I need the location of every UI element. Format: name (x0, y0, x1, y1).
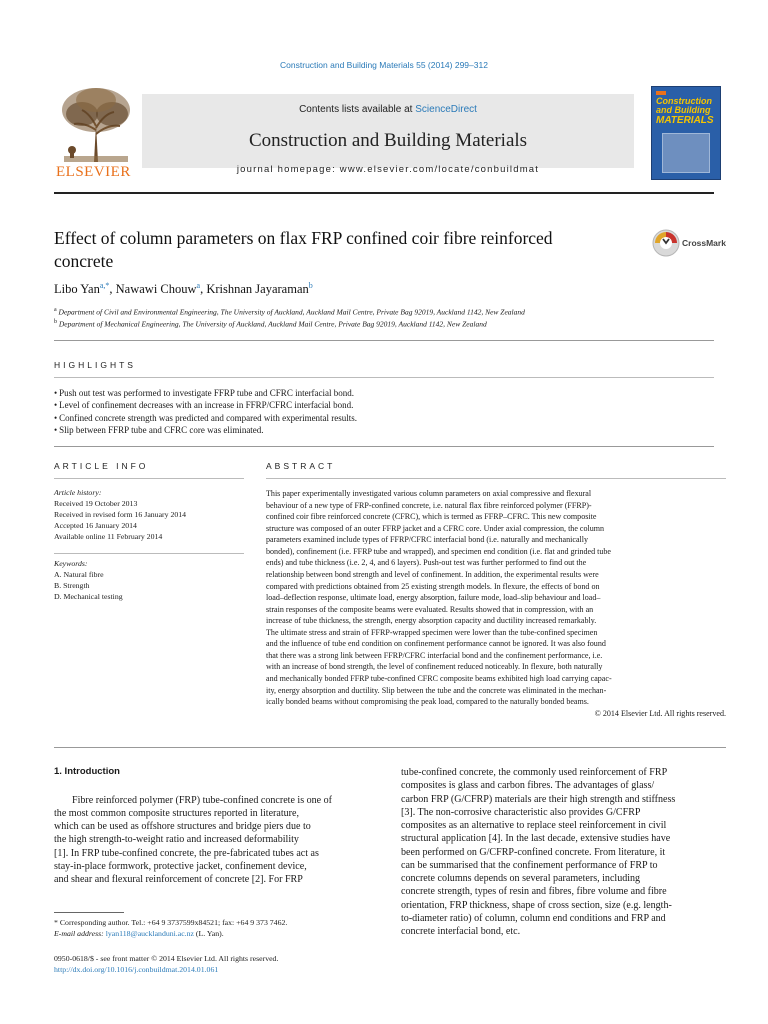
email-note (54, 928, 380, 939)
body-line: can be summarised that the confinement performance of FRP to (401, 859, 658, 871)
affiliations (54, 306, 525, 330)
body-line: concrete strength, types of resin and fibres, fibre volume and fibre (401, 886, 667, 898)
body-line: structural application [4]. In the last decade, extensive studies have (401, 833, 671, 845)
abstract-line: relationship between bond strength and level of confinement. In addition, the experimental results were (266, 569, 599, 579)
issn-line: 0950-0618/$ - see front matter © 2014 Elsevier Ltd. All rights reserved. (54, 954, 279, 963)
journal-header-box (142, 94, 634, 168)
abstract-line: structure was composed of an outer FFRP jacket and a CFRC core. Under axial compression, the column (266, 523, 605, 533)
highlight-item: • Level of confinement decreases with an increase in FFRP/CFRC interfacial bond. (54, 399, 357, 411)
affil-text: Department of Civil and Environmental Engineering, The University of Auckland, Auckland Mail Centre, Private Bag 92019, Auckland 1142, New Zealand (58, 307, 525, 317)
corresponding-author-note: * Corresponding author. Tel.: +64 9 3737599x84521; fax: +64 9 373 7462. (54, 918, 288, 927)
abstract-line: bonded), confinement (i.e. FFRP tube and wrapped), and specimen end condition (i.e. flat and grinded tube (266, 546, 611, 556)
title-line: concrete (54, 250, 114, 271)
cover-title-line: Construction (656, 96, 712, 106)
body-line: been performed on G/CFRP-confined concrete. From literature, it (401, 846, 666, 858)
abstract-line: increase of tube thickness, the strength, energy absorption capacity and ductility increased remarkably. (266, 616, 597, 626)
abstract-line: This paper experimentally investigated various column parameters on axial compressive and flexural (266, 489, 592, 498)
abstract-rule (266, 478, 726, 479)
footnote-rule (54, 912, 124, 913)
abstract-line: and the influence of tube end condition on confinement performance cannot be ignored. It was also found (266, 639, 606, 649)
abstract-line: parameters examined include types of FFRP/CFRC interfacial bond (i.e. naturally and mechanically (266, 535, 589, 545)
abstract-line: with an increase of bond strength, the level of confinement reduced noticeably. In flexure, both naturally (266, 662, 603, 672)
body-line: and shear and flexural reinforcement of concrete [2]. For FRP (54, 874, 303, 886)
history-entry: Accepted 16 January 2014 (54, 521, 137, 531)
highlight-item: • Confined concrete strength was predicted and compared with experimental results. (54, 412, 357, 424)
crossmark-badge[interactable] (652, 229, 726, 259)
body-column-right (401, 766, 727, 938)
body-line: the high strength-to-weight ratio and increased deformability (54, 834, 299, 846)
cover-image (662, 133, 710, 173)
masthead (54, 84, 714, 182)
journal-homepage[interactable]: journal homepage: www.elsevier.com/locate/conbuildmat (236, 164, 540, 175)
contents-line (142, 104, 634, 115)
cover-title-line: MATERIALS (656, 114, 714, 126)
footnote (54, 917, 380, 940)
affiliation (54, 318, 525, 330)
body-line: the most common composite structures reported in literature, (54, 807, 299, 819)
sciencedirect-link[interactable]: ScienceDirect (415, 104, 477, 115)
header-divider (54, 192, 714, 194)
author-name: Nawawi Chouw (115, 282, 197, 297)
body-divider (54, 747, 726, 748)
article-info-rule (54, 478, 244, 479)
body-line: tube-confined concrete, the commonly used reinforcement of FRP (401, 767, 668, 778)
abstract-line: The ultimate stress and strain of FFRP-wrapped specimen were lower than the tube-confined specimen (266, 627, 598, 637)
highlight-item: • Slip between FFRP tube and CFRC core was eliminated. (54, 424, 357, 436)
abstract-line: behaviour of a new type of FRP-confined concrete, i.e. natural flax fibre reinforced polymer (FFRP)- (266, 500, 592, 510)
abstract-line: confined coir fibre reinforced concrete (CFRC), which is termed as FFRP–CFRC. This new composite (266, 512, 597, 522)
keyword: D. Mechanical testing (54, 592, 123, 602)
article-info-heading: ARTICLE INFO (54, 461, 149, 471)
abstract-line: ends) and tube thickness (i.e. 2, 4, and 6 layers). Push-out test was further performed to find out the (266, 558, 587, 568)
journal-cover (651, 86, 721, 180)
email-suffix: (L. Yan). (193, 929, 224, 939)
article-history (54, 487, 244, 542)
email-label: E-mail address: (54, 929, 106, 939)
author-list (54, 281, 313, 297)
author-name: Libo Yan (54, 282, 100, 297)
author-affil-mark[interactable]: b (308, 281, 313, 290)
journal-reference[interactable]: Construction and Building Materials 55 (2014) 299–312 (280, 60, 488, 70)
abstract-line: ity, energy absorption and ductility. Slip between the tube and the concrete was eliminated in the mechan- (266, 685, 607, 695)
highlights-list (54, 387, 357, 436)
keywords-label: Keywords: (54, 559, 88, 568)
doi-link[interactable]: http://dx.doi.org/10.1016/j.conbuildmat.2014.01.061 (54, 965, 219, 975)
tree-icon (54, 84, 138, 164)
elsevier-wordmark: ELSEVIER (56, 164, 131, 180)
highlight-item: • Push out test was performed to investigate FFRP tube and CFRC interfacial bond. (54, 387, 357, 399)
crossmark-label: CrossMark (682, 238, 726, 248)
title-line: Effect of column parameters on flax FRP confined coir fibre reinforced (54, 228, 553, 248)
section-title: 1. Introduction (54, 766, 120, 777)
highlights-heading: HIGHLIGHTS (54, 360, 136, 370)
body-line: carbon FRP (G/CFRP) materials are their high strength and stiffness (401, 793, 676, 805)
history-entry: Available online 11 February 2014 (54, 532, 163, 542)
abstract-line: compared with predictions obtained from 25 existing strength models. In flexure, the effects of bond on (266, 581, 600, 591)
section-divider (54, 340, 714, 341)
contents-prefix: Contents lists available at (299, 104, 416, 115)
abstract-heading: ABSTRACT (266, 461, 336, 471)
elsevier-tree-logo (54, 84, 138, 182)
affil-text: Department of Mechanical Engineering, The University of Auckland, Auckland Mail Centre, Private Bag 92019, Auckland 1142, New Zealand (58, 319, 487, 329)
author-affil-mark[interactable]: a (196, 281, 201, 290)
body-line: composites is glass and carbon fibres. The advantages of glass/ (401, 780, 655, 792)
abstract-line: ically bonded beams without compromising the peak load, compared to the naturally bonded beams. (266, 697, 589, 707)
author-affil-mark[interactable]: a,* (99, 281, 110, 290)
keywords-rule (54, 553, 244, 554)
keywords (54, 558, 244, 602)
author-separator: , (109, 282, 116, 297)
body-line: orientation, FRP thickness, shape of cross section, size (e.g. length- (401, 899, 672, 911)
author-separator: , (200, 282, 207, 297)
history-entry: Received in revised form 16 January 2014 (54, 510, 187, 520)
body-line: stay-in-place formwork, protective jacket, confinement device, (54, 860, 307, 872)
keyword: B. Strength (54, 581, 90, 591)
body-line: composites as an alternative to replace steel reinforcement in civil (401, 820, 667, 831)
abstract-copyright: © 2014 Elsevier Ltd. All rights reserved. (594, 708, 726, 718)
body-line: which can be used as offshore structures and bridge piers due to (54, 821, 311, 833)
keyword: A. Natural fibre (54, 570, 104, 580)
affil-mark: a (54, 307, 57, 313)
body-line: concrete interfacial bond, etc. (401, 926, 521, 937)
affiliation (54, 306, 525, 318)
cover-stripe (656, 91, 666, 95)
body-line: [3]. The non-corrosive characteristic also provides G/CFRP (401, 806, 641, 818)
body-line: Fibre reinforced polymer (FRP) tube-confined concrete is one of (72, 794, 333, 806)
body-line: concrete columns depends on several parameters, including (401, 873, 641, 884)
section-divider (54, 446, 714, 447)
crossmark-icon (652, 229, 680, 257)
abstract-line: load–deflection response, ultimate load, energy absorption, failure mode, load–slip behaviour and load– (266, 593, 601, 603)
highlights-rule (54, 377, 714, 378)
body-line: to-diameter ratio) of column, column end conditions and FRP and (401, 912, 666, 924)
abstract-line: and mechanically bonded FFRP tube-confined CFRC composite beams exhibited high load carrying capac- (266, 674, 612, 683)
abstract-line: strain responses of the composite beams were evaluated. Results showed that in compression, with an (266, 604, 594, 614)
body-column-left (54, 766, 380, 886)
history-label: Article history: (54, 488, 102, 497)
author-email-link[interactable]: lyan118@aucklanduni.ac.nz (105, 929, 194, 939)
cover-title-line: and Building (656, 105, 711, 116)
abstract-line: that there was a strong link between FFRP/CFRC interfacial bond and the confinement performance, i.e. (266, 650, 603, 660)
history-entry: Received 19 October 2013 (54, 499, 138, 509)
abstract-text (266, 488, 726, 719)
affil-mark: b (54, 319, 57, 326)
journal-title: Construction and Building Materials (248, 130, 528, 151)
bottom-note (54, 953, 554, 976)
author-name: Krishnan Jayaraman (206, 282, 309, 297)
cover-title (656, 97, 718, 126)
article-title (54, 227, 634, 273)
body-line: [1]. In FRP tube-confined concrete, the pre-fabricated tubes act as (54, 847, 319, 859)
